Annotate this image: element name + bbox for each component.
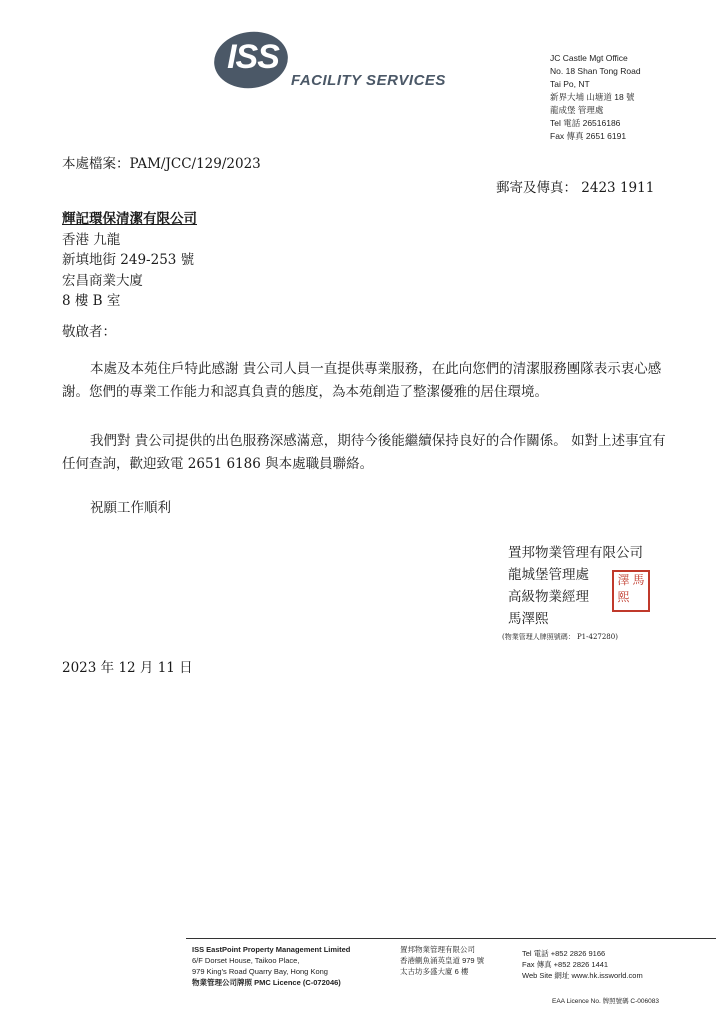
recipient-address-line: 新填地街 249-253 號: [62, 252, 195, 268]
signature-company: 置邦物業管理有限公司: [508, 545, 643, 561]
signature-licence: (物業管理人牌照號碼： P1-427280): [502, 633, 618, 641]
salutation: 敬啟者：: [62, 324, 116, 340]
footer-tel: Tel 電話 +852 2826 9166: [522, 949, 606, 958]
footer-website: Web Site 網址 www.hk.issworld.com: [522, 971, 643, 980]
letter-date: 2023 年 12 月 11 日: [62, 660, 193, 676]
footer-fax: Fax 傳真 +852 2826 1441: [522, 960, 609, 969]
signature-office: 龍城堡管理處: [508, 567, 589, 583]
footer-address-en: 6/F Dorset House, Taikoo Place,: [192, 956, 300, 965]
recipient-block: [62, 209, 197, 312]
delivery-method: 郵寄及傳真： 2423 1911: [496, 180, 655, 196]
office-address-line: 新界大埔 山塘道 18 號: [550, 92, 635, 102]
seal-char: 澤: [617, 573, 630, 587]
footer-chinese-block: [400, 944, 484, 977]
footer-licence: 物業管理公司牌照 PMC Licence (C-072046): [192, 978, 341, 987]
footer-address-en: 979 King's Road Quarry Bay, Hong Kong: [192, 967, 328, 976]
footer-company-zh: 置邦物業管理有限公司: [400, 945, 475, 954]
signature-name: 馬澤熙: [508, 611, 549, 627]
office-tel: Tel 電話 26516186: [550, 118, 621, 128]
footer-english-block: [192, 944, 350, 988]
body-paragraph-1: 本處及本苑住戶特此感謝 貴公司人員一直提供專業服務，在此向您們的清潔服務團隊表示衷心感謝。您們的專業工作能力和認真負責的態度，為本苑創造了整潔優雅的居住環境。: [62, 361, 662, 400]
recipient-name: 輝記環保清潔有限公司: [62, 211, 197, 227]
closing-remark: 祝願工作順利: [90, 500, 171, 516]
footer-eaa-licence: EAA Licence No. 牌照號碼 C-006083: [552, 998, 659, 1005]
footer-contact-block: [522, 948, 643, 981]
body-paragraph-2: 我們對 貴公司提供的出色服務深感滿意，期待今後能繼續保持良好的合作關係。 如對上述事宜有任何查詢，歡迎致電 2651 6186 與本處職員聯絡。: [62, 433, 666, 472]
seal-char: 馬: [632, 573, 645, 587]
footer-divider: [186, 938, 716, 939]
recipient-address-line: 8 樓 B 室: [62, 293, 121, 309]
footer-company-en: ISS EastPoint Property Management Limited: [192, 945, 351, 954]
recipient-address-line: 宏昌商業大廈: [62, 272, 143, 289]
office-address-block: [550, 52, 641, 143]
office-address-line: 龍成堡 管理處: [550, 105, 604, 115]
seal-char: [631, 591, 646, 608]
signature-title: 高級物業經理: [508, 589, 589, 605]
seal-char: 熙: [617, 590, 630, 604]
recipient-address-line: 香港 九龍: [62, 231, 121, 248]
office-fax: Fax 傳真 2651 6191: [550, 131, 627, 141]
office-address-line: No. 18 Shan Tong Road: [550, 66, 641, 76]
facility-services-wordmark: FACILITY SERVICES: [291, 72, 446, 89]
name-seal-stamp: [612, 570, 650, 612]
iss-logo-text: ISS: [227, 38, 279, 76]
office-address-line: JC Castle Mgt Office: [550, 53, 628, 63]
office-address-line: Tai Po, NT: [550, 79, 590, 89]
reference-number: 本處檔案：PAM/JCC/129/2023: [62, 156, 261, 172]
footer-address-zh: 太古坊多盛大廈 6 樓: [400, 967, 469, 976]
footer-address-zh: 香港鰂魚涌英皇道 979 號: [400, 956, 485, 965]
